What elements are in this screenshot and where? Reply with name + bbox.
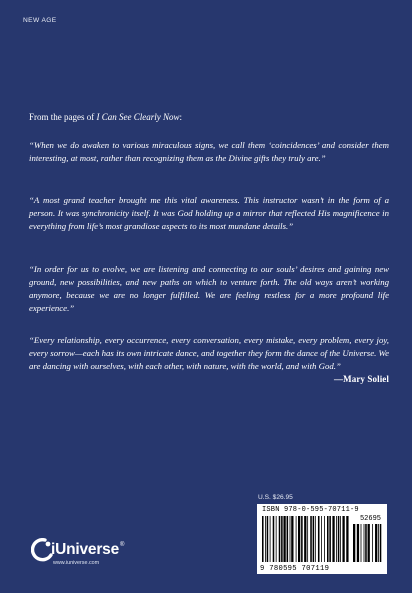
intro-line: [29, 111, 389, 123]
publisher-url[interactable]: www.iuniverse.com: [53, 560, 100, 566]
barcode-bar: [304, 516, 306, 562]
barcode-bar: [342, 516, 344, 562]
barcode-bar: [340, 516, 341, 562]
barcode-bar: [368, 524, 370, 562]
quote-4: “Every relationship, every occurrence, every conversation, every mistake, every problem, every joy, every sorrow—each has its own intricate dance, and together they form the dance of the Universe. We are dancing with ourselves, with each other, with nature, with the world, and with God.”: [29, 335, 389, 371]
intro-prefix: From the pages of: [29, 112, 97, 122]
barcode-bar: [346, 516, 348, 562]
barcode-bar: [365, 524, 367, 562]
barcode-bar: [265, 516, 266, 562]
publisher-name: iUniverse®: [51, 541, 125, 558]
iuniverse-swoosh-icon: [31, 538, 53, 562]
barcode-bar: [375, 524, 377, 562]
book-title: I Can See Clearly Now: [96, 112, 180, 122]
barcode-bar: [318, 516, 320, 562]
publisher-logo[interactable]: [31, 538, 171, 578]
barcode-bar: [287, 516, 289, 562]
barcode-bar: [329, 516, 331, 562]
barcode-bar: [281, 516, 283, 562]
barcode-bar: [361, 524, 362, 562]
barcode-bar: [290, 516, 291, 562]
barcode-bar: [276, 516, 277, 562]
genre-label: NEW AGE: [23, 17, 57, 24]
barcode-bar: [262, 516, 264, 562]
quote-attribution: —Mary Soliel: [334, 374, 389, 384]
barcode-digits: 9 780595 707119: [260, 565, 330, 573]
barcode-bar: [364, 524, 365, 562]
barcode-bar: [336, 516, 337, 562]
barcode-addon-bars-icon: [353, 524, 383, 562]
barcode-bar: [378, 524, 379, 562]
barcode-bar: [270, 516, 271, 562]
barcode-bar: [291, 516, 293, 562]
barcode-bar: [313, 516, 315, 562]
intro-suffix: :: [179, 112, 183, 122]
price-label: U.S. $26.95: [258, 494, 293, 501]
barcode-price-code: 52695: [359, 515, 381, 523]
barcode-bar: [372, 524, 373, 562]
barcode-bar: [353, 524, 355, 562]
barcode-bar: [332, 516, 334, 562]
isbn-number: ISBN 978-0-595-70711-9: [262, 506, 359, 514]
barcode-bar: [338, 516, 340, 562]
quote-3: “In order for us to evolve, we are listening and connecting to our souls’ desires and gaining new ground, new possibilities, and new paths on which to venture forth. The old ways aren’t working anymore, because we are no longer fulfilled. We are feeling restless for a more profound life experience.”: [29, 264, 389, 313]
barcode-bar: [321, 516, 322, 562]
barcode-bar: [315, 516, 316, 562]
quote-2: “A most grand teacher brought me this vital awareness. This instructor wasn’t in the form of a person. It was synchronicity itself. It was God holding up a mirror that reflected His magnificence in everything from life’s most grandiose aspects to its most mundane details.”: [29, 195, 389, 231]
barcode-bar: [267, 516, 269, 562]
barcode-bar: [296, 516, 297, 562]
barcode-bar: [380, 524, 382, 562]
barcode-bar: [301, 516, 303, 562]
barcode-bar: [298, 516, 300, 562]
quote-1: “When we do awaken to various miraculous signs, we call them ‘coincidences’ and consider them interesting, at most, rather than recognizing them as the Divine gifts they truly are.”: [29, 140, 389, 163]
barcode-bar: [283, 516, 285, 562]
barcode-bar: [307, 516, 308, 562]
barcode-bar: [324, 516, 325, 562]
barcode-bar: [310, 516, 312, 562]
barcode-bar: [327, 516, 329, 562]
barcode-bar: [279, 516, 281, 562]
barcode-bar: [273, 516, 275, 562]
barcode-bar: [357, 524, 359, 562]
isbn-barcode: [257, 504, 387, 574]
barcode-bars-icon: [262, 516, 350, 562]
